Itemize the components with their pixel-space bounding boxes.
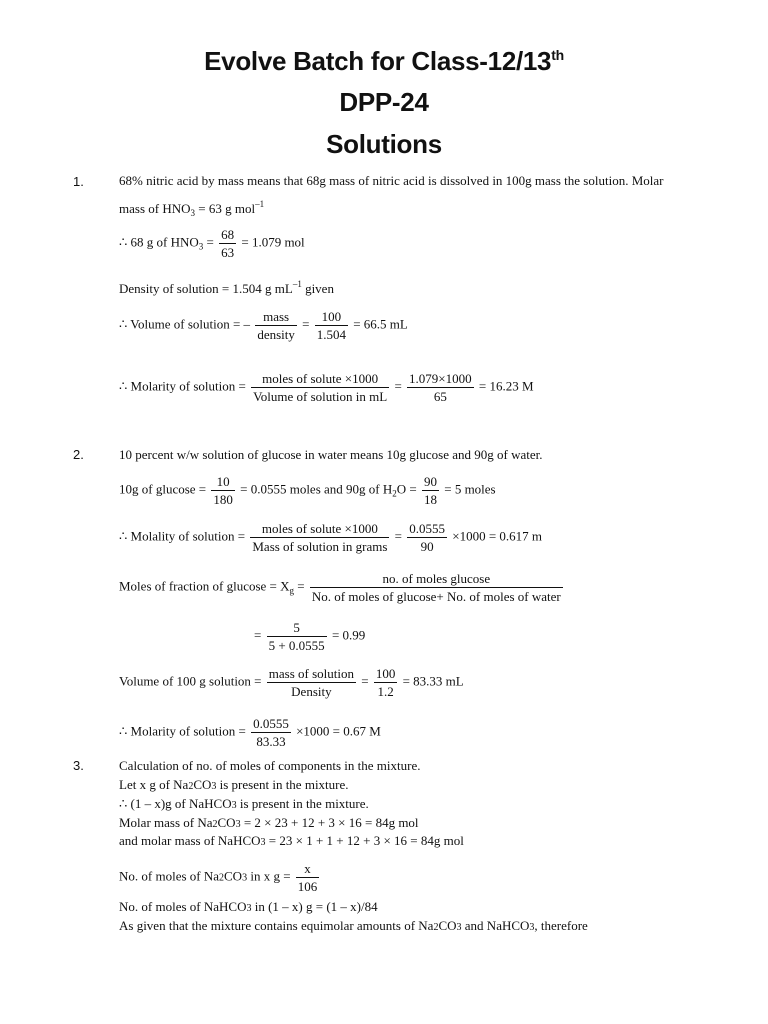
fraction: $\frac{0.0555}{83.33}$ [253, 716, 289, 749]
q2-molarity: ∴ Molarity of solution = $\frac{0.0555}{83.33}$ ×1000 = 0.67 M [119, 716, 381, 749]
q3-line-4: Molar mass of Na2CO3 = 2 × 23 + 12 + 3 × 16 = 84g mol [119, 815, 419, 830]
q3-line-5: and molar mass of NaHCO3 = 23 × 1 + 1 + 12 + 3 × 16 = 84g mol [119, 833, 464, 848]
title-line-3: Solutions [326, 129, 442, 159]
q2-molality: ∴ Molality of solution = $\frac{\text{moles of solute ×1000}}{\text{Mass of solution in grams}}$ = $\frac{0.0555}{90}$ ×1000 = 0.617 m [119, 521, 543, 554]
q3-line-1: Calculation of no. of moles of components in the mixture. [119, 758, 421, 773]
q2-volume: Volume of 100 g solution = $\frac{\text{mass of solution}}{\text{Density}}$ = $\frac{100}{1.2}$ = 83.33 mL [119, 666, 464, 699]
fraction: $\frac{\text{mass of solution}}{\text{Density}}$ [268, 666, 354, 699]
question-number-2: 2. [73, 447, 84, 462]
fraction: $\frac{100}{1.2}$ [375, 666, 396, 699]
fraction: $\frac{5}{5 + 0.0555}$ [268, 620, 325, 653]
fraction: $\frac{x}{106}$ [297, 861, 318, 894]
q1-density: Density of solution = 1.504 g $mL^{-1}$ given [119, 279, 334, 296]
fraction: $\frac{\text{moles of solute ×1000}}{\text{Volume of solution in mL}}$ [253, 371, 388, 404]
q2-mole-fraction-result: = $\frac{5}{5 + 0.0555}$ = 0.99 [254, 620, 366, 653]
title-line-1: Evolve Batch for Class-12/13th [204, 46, 564, 76]
q3-line-8: As given that the mixture contains equimolar amounts of Na2CO3 and NaHCO3, therefore [119, 918, 588, 933]
q1-molarity: ∴ Molarity of solution = $\frac{\text{moles of solute ×1000}}{\text{Volume of solution in mL}}$ = $\frac{1.079\times 1000}{65}$ = 16.23 M [119, 371, 534, 404]
q2-glucose-moles: 10g of glucose = $\frac{10}{180}$ = 0.0555 moles and 90g of $H_2O$ = $\frac{90}{18}$ = 5 moles [119, 474, 496, 507]
fraction: $\frac{\text{mass}}{\text{density}}$ [257, 309, 295, 342]
fraction: $\frac{100}{1.504}$ [316, 309, 346, 342]
q1-step1: ∴ 68 g of $HNO_3$ = $\frac{68}{63}$ = 1.079 mol [119, 227, 305, 260]
q3-line-3: ∴ (1 – x)g of NaHCO3 is present in the mixture. [119, 796, 369, 811]
q2-mole-fraction: Moles of fraction of $glucose = X_g$ = $\frac{\text{no. of moles glucose}}{\text{No. of moles of glucose+ No. of moles of water}}$ [119, 571, 561, 604]
fraction: $\frac{1.079\times 1000}{65}$ [409, 371, 472, 404]
fraction: $\frac{0.0555}{90}$ [409, 521, 446, 554]
q1-text-b: mass of $HNO_3 = 63$ g mol$^{-1}$ [119, 199, 265, 218]
fraction: $\frac{10}{180}$ [213, 474, 233, 507]
q1-text-a: 68% nitric acid by mass means that 68g mass of nitric acid is dissolved in 100g mass the solution. Molar [119, 173, 664, 188]
q3-line-7: No. of moles of NaHCO3 in (1 – x) g = (1 – x)/84 [119, 899, 378, 914]
fraction: $\frac{68}{63}$ [221, 227, 235, 260]
q1-volume: ∴ Volume of solution = – $\frac{\text{mass}}{\text{density}}$ = $\frac{100}{1.504}$ = 66.5 mL [119, 309, 408, 342]
fraction: $\frac{\text{no. of moles glucose}}{\text{No. of moles of glucose+ No. of moles of water}}$ [311, 571, 561, 604]
fraction: $\frac{\text{moles of solute ×1000}}{\text{Mass of solution in grams}}$ [252, 521, 388, 554]
q2-text: 10 percent w/w solution of glucose in water means 10g glucose and 90g of water. [119, 447, 543, 462]
question-number-1: 1. [73, 174, 84, 189]
fraction: $\frac{90}{18}$ [423, 474, 437, 507]
question-number-3: 3. [73, 758, 84, 773]
title-line-2: DPP-24 [339, 87, 429, 117]
q3-line-2: Let x g of Na2CO3 is present in the mixture. [119, 777, 349, 792]
q3-line-6: No. of moles of Na2CO3 in x g = $\frac{x}{106}$ [119, 861, 318, 894]
